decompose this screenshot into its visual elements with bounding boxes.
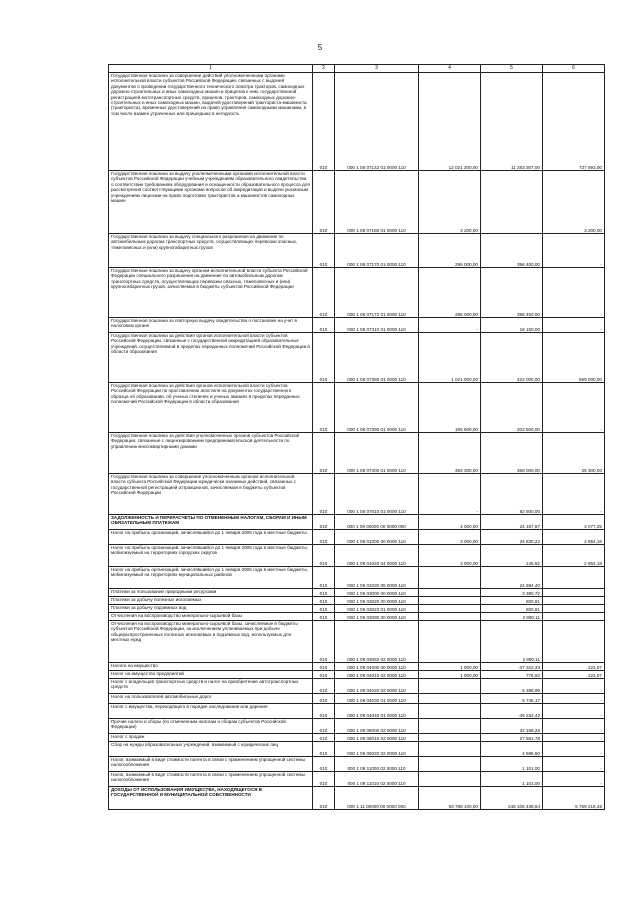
row-kbk-cell: 000 1 11 00000 00 0000 000: [335, 787, 419, 810]
row-value-col4: -: [419, 474, 481, 515]
table-row: [109, 545, 605, 567]
row-value-col4: [419, 613, 481, 621]
row-name-cell: Государственная пошлина за действия органов исполнительной власти субъектов Российской Федерации по проставлению апостиля на документах государственного образца об образовании, об ученых степенях и ученых званиях в пределах переданных полномочий Российской Федерации в области образования: [109, 383, 313, 433]
row-value-col5: 11 283 307,00: [481, 73, 543, 171]
row-name-cell: Налог, взимаемый в виде стоимости патента в связи с применением упрощенной системы налогообложения: [109, 772, 313, 787]
row-value-col4: [419, 734, 481, 742]
row-value-col6: -: [543, 234, 605, 268]
row-code-cell: 010: [313, 734, 335, 742]
table-row: [109, 73, 605, 171]
row-value-col5: 24 830,22: [481, 530, 543, 545]
row-value-col5: 32 168,28: [481, 719, 543, 734]
row-code-cell: 010: [313, 474, 335, 515]
row-value-col4: 63 788 100,00: [419, 787, 481, 810]
row-kbk-cell: 000 1 09 11000 02 0000 110: [335, 757, 419, 772]
row-value-col5: -37 322,33: [481, 663, 543, 671]
row-name-cell: Налог на пользователей автомобильных дорог: [109, 694, 313, 704]
table-row: [109, 742, 605, 757]
row-value-col6: [543, 597, 605, 605]
row-name-cell: ЗАДОЛЖЕННОСТЬ И ПЕРЕРАСЧЕТЫ ПО ОТМЕНЕННЫМ НАЛОГАМ, СБОРАМ И ИНЫМ ОБЯЗАТЕЛЬНЫМ ПЛАТЕЖАМ: [109, 515, 313, 530]
row-name-cell: Государственная пошлина за повторную выдачу свидетельства о постановке на учет в налоговом органе: [109, 318, 313, 333]
row-code-cell: 010: [313, 171, 335, 234]
row-kbk-cell: 000 1 08 07400 01 0000 110: [335, 433, 419, 474]
page-number: 5: [317, 43, 323, 52]
row-kbk-cell: 000 1 09 03080 00 0000 110: [335, 613, 419, 621]
row-value-col4: [419, 567, 481, 589]
row-code-cell: 010: [313, 589, 335, 597]
row-kbk-cell: 000 1 08 07142 01 0000 110: [335, 73, 419, 171]
row-value-col6: 223,07: [543, 671, 605, 679]
row-value-col5: -49 232,42: [481, 704, 543, 719]
row-value-col6: 2 854,18: [543, 530, 605, 545]
table-row: [109, 474, 605, 515]
row-value-col6: 25 300,00: [543, 433, 605, 474]
row-value-col6: -: [543, 268, 605, 318]
row-kbk-cell: 000 1 08 07180 01 0000 110: [335, 171, 419, 234]
row-value-col6: 599 000,00: [543, 333, 605, 383]
row-value-col4: 393 300,00: [419, 433, 481, 474]
table-row: [109, 757, 605, 772]
row-value-col5: 18 150,00: [481, 318, 543, 333]
row-kbk-cell: 000 1 09 00000 00 0000 000: [335, 515, 419, 530]
row-value-col4: 3 200,00: [419, 171, 481, 234]
row-code-cell: 010: [313, 597, 335, 605]
row-kbk-cell: 000 1 09 04020 02 0000 110: [335, 679, 419, 694]
row-kbk-cell: 000 1 09 03023 01 0000 110: [335, 605, 419, 613]
row-value-col5: 2 890,11: [481, 621, 543, 663]
row-value-col5: 5 386,99: [481, 679, 543, 694]
row-value-col5: 82 500,00: [481, 474, 543, 515]
row-value-col4: [419, 772, 481, 787]
row-value-col4: [419, 605, 481, 613]
row-name-cell: Платежи за добычу полезных ископаемых: [109, 597, 313, 605]
row-code-cell: 010: [313, 613, 335, 621]
table-row: [109, 772, 605, 787]
table-row: [109, 268, 605, 318]
row-code-cell: 010: [313, 433, 335, 474]
row-code-cell: 010: [313, 515, 335, 530]
row-kbk-cell: 000 1 08 07610 01 0000 110: [335, 474, 419, 515]
row-kbk-cell: 000 1 09 04040 01 0000 110: [335, 704, 419, 719]
row-name-cell: Государственная пошлина за выдачу органом исполнительной власти субъекта Российской Федерации специального разрешения на движение по автомобильным дорогам транспортных средств, осуществляющих перевозки опасных, тяжеловесных и (или) крупногабаритных грузов, зачисляемая в бюджеты субъектов Российской Федерации: [109, 268, 313, 318]
row-code-cell: 010: [313, 605, 335, 613]
table-row: [109, 383, 605, 433]
row-code-cell: 010: [313, 757, 335, 772]
row-code-cell: 010: [313, 671, 335, 679]
row-value-col4: [419, 589, 481, 597]
row-kbk-cell: 000 1 09 04030 01 0000 110: [335, 694, 419, 704]
row-value-col4: -: [419, 318, 481, 333]
row-kbk-cell: 000 1 08 07380 01 0000 110: [335, 333, 419, 383]
row-value-col4: 3 000,00: [419, 545, 481, 567]
row-kbk-cell: 000 1 09 03082 02 0000 110: [335, 621, 419, 663]
table-row: [109, 589, 605, 597]
row-kbk-cell: 000 1 09 11010 02 0000 110: [335, 772, 419, 787]
row-value-col5: 398 400,00: [481, 268, 543, 318]
row-value-col5: 398 400,00: [481, 234, 543, 268]
header-row: [109, 65, 605, 73]
column-header: 3: [335, 65, 419, 73]
table-row: [109, 663, 605, 671]
table-row: [109, 734, 605, 742]
row-kbk-cell: 000 1 08 07390 01 0000 110: [335, 383, 419, 433]
row-code-cell: 010: [313, 704, 335, 719]
table-row: [109, 234, 605, 268]
row-value-col4: 195 600,00: [419, 383, 481, 433]
row-value-col5: 24 684,40: [481, 567, 543, 589]
row-code-cell: 010: [313, 318, 335, 333]
row-name-cell: Государственная пошлина за совершение действий уполномоченными органами исполнительной власти субъектов Российской Федерации, связанных с выдачей документов о проведении государственного технического осмотра тракторов, самоходных дорожно-строительных и иных самоходных машин и прицепов к ним, государственной регистрацией мототранспортных средств, прицепов, тракторов, самоходных дорожно-строительных и иных самоходных машин, выдачей удостоверений тракториста-машиниста (тракториста), временных удостоверений на право управления самоходными машинами, в том числе взамен утраченных или пришедших в негодность: [109, 73, 313, 171]
row-value-col4: 1 021 000,00: [419, 333, 481, 383]
row-value-col4: [419, 719, 481, 734]
row-value-col4: 3 000,00: [419, 530, 481, 545]
row-value-col5: 5 746,17: [481, 694, 543, 704]
row-value-col6: 5 759 218,46: [543, 787, 605, 810]
row-code-cell: 010: [313, 268, 335, 318]
row-value-col5: 27 581,78: [481, 734, 543, 742]
row-code-cell: 010: [313, 787, 335, 810]
row-code-cell: 010: [313, 663, 335, 671]
row-value-col6: [543, 567, 605, 589]
report-table: [108, 64, 605, 810]
row-value-col6: -: [543, 734, 605, 742]
row-kbk-cell: 000 1 09 06020 02 0000 110: [335, 742, 419, 757]
row-value-col4: 1 000,00: [419, 663, 481, 671]
row-name-cell: ДОХОДЫ ОТ ИСПОЛЬЗОВАНИЯ ИМУЩЕСТВА, НАХОДЯЩЕГОСЯ В ГОСУДАРСТВЕННОЙ И МУНИЦИПАЛЬНОЙ СОБСТВЕННОСТИ: [109, 787, 313, 810]
row-value-col6: 2 854,18: [543, 545, 605, 567]
row-value-col6: [543, 605, 605, 613]
row-code-cell: 010: [313, 530, 335, 545]
table-row: [109, 704, 605, 719]
table-row: [109, 433, 605, 474]
row-value-col6: -: [543, 704, 605, 719]
row-name-cell: Прочие налоги и сборы (по отмененным налогам и сборам субъектов Российской Федерации): [109, 719, 313, 734]
row-kbk-cell: 000 1 09 01000 00 0000 110: [335, 530, 419, 545]
row-code-cell: 010: [313, 234, 335, 268]
table-row: [109, 719, 605, 734]
table-row: [109, 171, 605, 234]
row-code-cell: 010: [313, 545, 335, 567]
row-value-col6: -: [543, 318, 605, 333]
row-kbk-cell: 000 1 09 01020 04 0000 110: [335, 545, 419, 567]
row-name-cell: Государственная пошлина за выдачу уполномоченными органами исполнительной власти субъектов Российской Федерации учебным учреждениям образовательного свидетельства о соответствии требованиям оборудования и оснащенности образовательного процесса для рассмотрения соответствующими органами вопросов об аккредитации и выдачи указанным учреждениям лицензии на право подготовки трактористов и машинистов самоходных машин: [109, 171, 313, 234]
row-name-cell: Налог с продаж: [109, 734, 313, 742]
row-name-cell: Налог, взимаемый в виде стоимости патента в связи с применением упрощенной системы налогообложения: [109, 757, 313, 772]
row-value-col4: [419, 621, 481, 663]
row-kbk-cell: 000 1 09 03000 00 0000 110: [335, 589, 419, 597]
row-value-col5: 1 101,00: [481, 757, 543, 772]
row-kbk-cell: 000 1 09 01030 05 0000 110: [335, 567, 419, 589]
row-name-cell: Государственная пошлина за действия органов исполнительной власти субъектов Российской Федерации, связанные с государственной аккредитацией образовательных учреждений, осуществляемой в пределах переданных полномочий Российской Федерации в области образования: [109, 333, 313, 383]
row-value-col6: -: [543, 719, 605, 734]
row-kbk-cell: 000 1 09 06010 02 0000 110: [335, 734, 419, 742]
row-code-cell: 010: [313, 73, 335, 171]
row-value-col4: [419, 757, 481, 772]
row-value-col4: 4 000,00: [419, 515, 481, 530]
row-value-col4: 296 000,00: [419, 268, 481, 318]
row-value-col5: 422 000,00: [481, 333, 543, 383]
row-value-col4: 296 000,00: [419, 234, 481, 268]
row-value-col6: 223,07: [543, 663, 605, 671]
column-header: 2: [313, 65, 335, 73]
column-header: 4: [419, 65, 481, 73]
row-kbk-cell: 000 1 09 03020 00 0000 110: [335, 597, 419, 605]
row-value-col4: [419, 694, 481, 704]
row-kbk-cell: 000 1 08 07172 01 0000 110: [335, 268, 419, 318]
row-value-col4: [419, 742, 481, 757]
row-value-col5: [481, 171, 543, 234]
row-value-col4: 12 021 300,00: [419, 73, 481, 171]
row-value-col6: -: [543, 679, 605, 694]
row-code-cell: 010: [313, 742, 335, 757]
row-name-cell: Платежи за пользование природными ресурсами: [109, 589, 313, 597]
row-name-cell: Налог с имущества, переходящего в порядке наследования или дарения: [109, 704, 313, 719]
row-value-col5: 24 187,87: [481, 515, 543, 530]
row-name-cell: Налог на прибыль организаций, зачислявшийся до 1 января 2005 года в местные бюджеты: [109, 530, 313, 545]
row-name-cell: Государственная пошлина за выдачу специального разрешения на движение по автомобильным дорогам транспортных средств, осуществляющих перевозки опасных, тяжеловесных и (или) крупногабаритных грузов: [109, 234, 313, 268]
table-row: [109, 679, 605, 694]
row-code-cell: 010: [313, 383, 335, 433]
table-row: [109, 333, 605, 383]
row-name-cell: Отчисления на воспроизводство минерально-сырьевой базы, зачисляемые в бюджеты субъектов Российской Федерации, за исключением уплачиваемых при добыче общераспространенных полезных ископаемых и подземных вод, используемых для местных нужд: [109, 621, 313, 663]
row-value-col5: 500,61: [481, 597, 543, 605]
table-body: [109, 73, 605, 810]
row-name-cell: Налог на имущество предприятий: [109, 671, 313, 679]
row-value-col5: 500,61: [481, 605, 543, 613]
row-value-col6: 737 993,00: [543, 73, 605, 171]
table-row: [109, 515, 605, 530]
row-value-col6: -: [543, 383, 605, 433]
table-row: [109, 567, 605, 589]
row-code-cell: 010: [313, 567, 335, 589]
row-value-col6: -: [543, 772, 605, 787]
table-row: [109, 605, 605, 613]
column-header: 6: [543, 65, 605, 73]
row-value-col5: 2 890,11: [481, 613, 543, 621]
row-name-cell: Платежи за добычу подземных вод: [109, 605, 313, 613]
row-value-col6: [543, 613, 605, 621]
row-code-cell: 010: [313, 694, 335, 704]
row-value-col6: -: [543, 694, 605, 704]
row-kbk-cell: 000 1 09 04000 00 0000 110: [335, 663, 419, 671]
table-row: [109, 318, 605, 333]
row-value-col5: 248 105 438,84: [481, 787, 543, 810]
row-kbk-cell: 000 1 09 06000 02 0000 110: [335, 719, 419, 734]
row-value-col6: -: [543, 742, 605, 757]
row-value-col5: 202 500,00: [481, 383, 543, 433]
row-value-col5: 4 586,50: [481, 742, 543, 757]
row-value-col6: 3 077,25: [543, 515, 605, 530]
row-code-cell: 010: [313, 333, 335, 383]
row-value-col5: 1 101,00: [481, 772, 543, 787]
row-value-col4: 1 000,00: [419, 671, 481, 679]
row-name-cell: Сбор на нужды образовательных учреждений, взимаемый с юридических лиц: [109, 742, 313, 757]
table-row: [109, 530, 605, 545]
table-row: [109, 597, 605, 605]
row-name-cell: Налог на прибыль организаций, зачислявшийся до 1 января 2005 года в местные бюджеты, мобилизуемый на территориях городских округов: [109, 545, 313, 567]
row-kbk-cell: 000 1 08 07170 01 0000 110: [335, 234, 419, 268]
row-code-cell: 010: [313, 772, 335, 787]
row-value-col4: [419, 679, 481, 694]
table-row: [109, 787, 605, 810]
row-code-cell: 010: [313, 719, 335, 734]
row-value-col6: [543, 589, 605, 597]
table-row: [109, 694, 605, 704]
row-code-cell: 010: [313, 621, 335, 663]
column-header: 5: [481, 65, 543, 73]
row-kbk-cell: 000 1 09 04010 02 0000 110: [335, 671, 419, 679]
row-name-cell: Государственная пошлина за совершение уполномоченным органом исполнительной власти субъекта Российской Федерации юридически значимых действий, связанных с государственной регистрацией аттракционов, зачисляемая в бюджеты субъектов Российской Федерации: [109, 474, 313, 515]
row-value-col5: 368 000,00: [481, 433, 543, 474]
row-value-col4: [419, 597, 481, 605]
table-row: [109, 613, 605, 621]
row-value-col5: 145,82: [481, 545, 543, 567]
column-header: 1: [109, 65, 313, 73]
row-kbk-cell: 000 1 08 07310 01 0000 110: [335, 318, 419, 333]
row-code-cell: 010: [313, 679, 335, 694]
row-name-cell: Государственная пошлина за действия уполномоченных органов субъектов Российской Федерации, связанные с лицензированием предпринимательской деятельности по управлению многоквартирными домами: [109, 433, 313, 474]
table-row: [109, 621, 605, 663]
row-value-col5: 776,93: [481, 671, 543, 679]
row-name-cell: Налог с владельцев транспортных средств и налог на приобретение автотранспортных средств: [109, 679, 313, 694]
table-row: [109, 671, 605, 679]
row-value-col6: -: [543, 474, 605, 515]
row-name-cell: Отчисления на воспроизводство минерально-сырьевой базы: [109, 613, 313, 621]
row-name-cell: Налог на прибыль организаций, зачислявшийся до 1 января 2005 года в местные бюджеты, мобилизуемый на территориях муниципальных районов: [109, 567, 313, 589]
row-value-col5: 3 390,72: [481, 589, 543, 597]
row-value-col4: [419, 704, 481, 719]
row-value-col6: -: [543, 757, 605, 772]
row-value-col6: [543, 621, 605, 663]
row-value-col6: 3 200,00: [543, 171, 605, 234]
row-name-cell: Налоги на имущество: [109, 663, 313, 671]
